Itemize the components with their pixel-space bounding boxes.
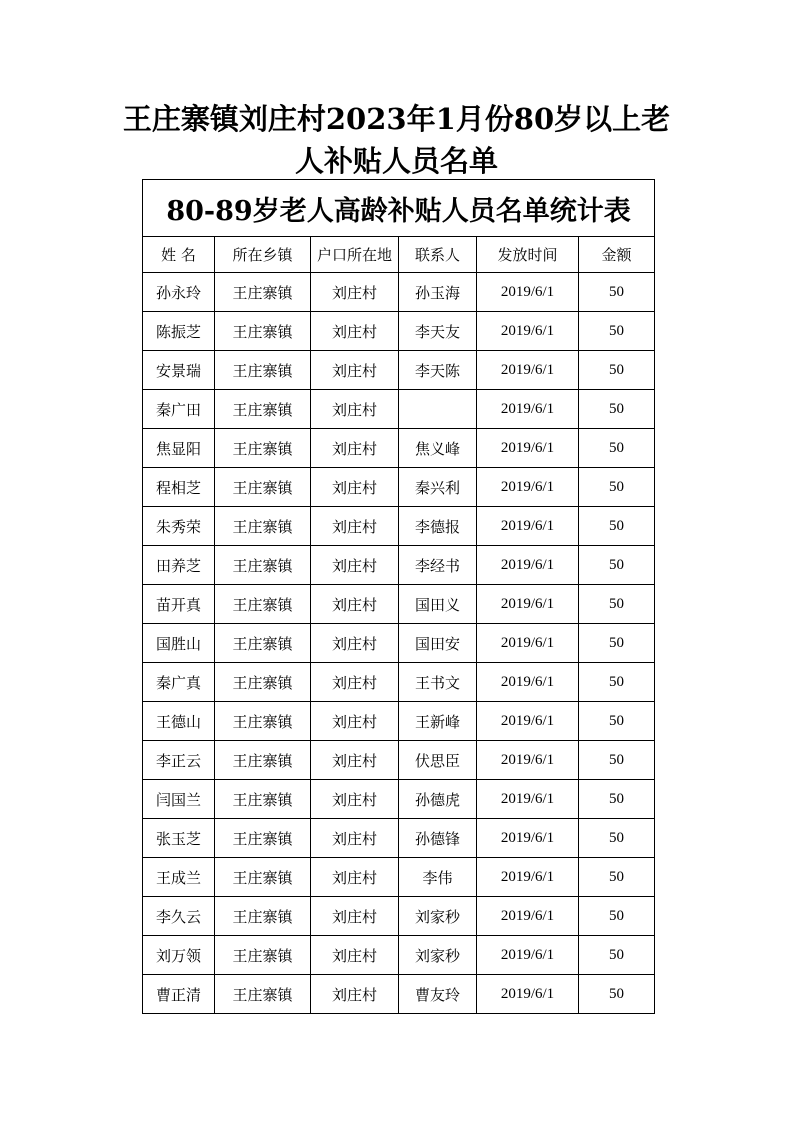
name-cell: 朱秀荣 [143, 507, 215, 546]
amount-cell: 50 [579, 507, 655, 546]
township-cell: 王庄寨镇 [215, 741, 311, 780]
amount-cell: 50 [579, 936, 655, 975]
contact-cell [399, 390, 477, 429]
name-cell: 安景瑞 [143, 351, 215, 390]
amount-cell: 50 [579, 585, 655, 624]
name-cell: 国胜山 [143, 624, 215, 663]
table-caption: 80-89岁老人高龄补贴人员名单统计表 [143, 180, 655, 237]
column-header-amount: 金额 [579, 237, 655, 273]
township-cell: 王庄寨镇 [215, 585, 311, 624]
contact-cell: 刘家秒 [399, 936, 477, 975]
name-cell: 程相芝 [143, 468, 215, 507]
table-row [143, 624, 655, 663]
amount-cell: 50 [579, 273, 655, 312]
township-cell: 王庄寨镇 [215, 468, 311, 507]
household-location-cell: 刘庄村 [311, 663, 399, 702]
township-cell: 王庄寨镇 [215, 351, 311, 390]
contact-cell: 国田安 [399, 624, 477, 663]
name-cell: 刘万领 [143, 936, 215, 975]
household-location-cell: 刘庄村 [311, 897, 399, 936]
contact-cell: 国田义 [399, 585, 477, 624]
table-row [143, 312, 655, 351]
household-location-cell: 刘庄村 [311, 858, 399, 897]
contact-cell: 李天陈 [399, 351, 477, 390]
name-cell: 李久云 [143, 897, 215, 936]
township-cell: 王庄寨镇 [215, 390, 311, 429]
amount-cell: 50 [579, 819, 655, 858]
column-header-issue-date: 发放时间 [477, 237, 579, 273]
household-location-cell: 刘庄村 [311, 546, 399, 585]
issue-date-cell: 2019/6/1 [477, 312, 579, 351]
name-cell: 李正云 [143, 741, 215, 780]
issue-date-cell: 2019/6/1 [477, 624, 579, 663]
household-location-cell: 刘庄村 [311, 585, 399, 624]
issue-date-cell: 2019/6/1 [477, 702, 579, 741]
table-row [143, 585, 655, 624]
table-row [143, 429, 655, 468]
table-row [143, 273, 655, 312]
contact-cell: 王新峰 [399, 702, 477, 741]
issue-date-cell: 2019/6/1 [477, 936, 579, 975]
name-cell: 王德山 [143, 702, 215, 741]
issue-date-cell: 2019/6/1 [477, 663, 579, 702]
issue-date-cell: 2019/6/1 [477, 585, 579, 624]
name-cell: 闫国兰 [143, 780, 215, 819]
table-row [143, 897, 655, 936]
amount-cell: 50 [579, 780, 655, 819]
household-location-cell: 刘庄村 [311, 624, 399, 663]
table-row [143, 858, 655, 897]
name-cell: 苗开真 [143, 585, 215, 624]
issue-date-cell: 2019/6/1 [477, 780, 579, 819]
issue-date-cell: 2019/6/1 [477, 546, 579, 585]
table-header-row [143, 237, 655, 273]
table-row [143, 780, 655, 819]
township-cell: 王庄寨镇 [215, 312, 311, 351]
amount-cell: 50 [579, 390, 655, 429]
township-cell: 王庄寨镇 [215, 546, 311, 585]
issue-date-cell: 2019/6/1 [477, 897, 579, 936]
contact-cell: 李德报 [399, 507, 477, 546]
household-location-cell: 刘庄村 [311, 975, 399, 1014]
name-cell: 陈振芝 [143, 312, 215, 351]
table-row [143, 351, 655, 390]
issue-date-cell: 2019/6/1 [477, 351, 579, 390]
township-cell: 王庄寨镇 [215, 702, 311, 741]
amount-cell: 50 [579, 975, 655, 1014]
table-row [143, 546, 655, 585]
township-cell: 王庄寨镇 [215, 936, 311, 975]
issue-date-cell: 2019/6/1 [477, 975, 579, 1014]
table-row [143, 936, 655, 975]
township-cell: 王庄寨镇 [215, 273, 311, 312]
township-cell: 王庄寨镇 [215, 663, 311, 702]
township-cell: 王庄寨镇 [215, 819, 311, 858]
household-location-cell: 刘庄村 [311, 507, 399, 546]
name-cell: 张玉芝 [143, 819, 215, 858]
household-location-cell: 刘庄村 [311, 390, 399, 429]
table-row [143, 468, 655, 507]
township-cell: 王庄寨镇 [215, 975, 311, 1014]
contact-cell: 李经书 [399, 546, 477, 585]
table-row [143, 702, 655, 741]
amount-cell: 50 [579, 897, 655, 936]
household-location-cell: 刘庄村 [311, 819, 399, 858]
name-cell: 王成兰 [143, 858, 215, 897]
household-location-cell: 刘庄村 [311, 273, 399, 312]
township-cell: 王庄寨镇 [215, 624, 311, 663]
household-location-cell: 刘庄村 [311, 780, 399, 819]
name-cell: 曹正清 [143, 975, 215, 1014]
contact-cell: 孙德虎 [399, 780, 477, 819]
issue-date-cell: 2019/6/1 [477, 507, 579, 546]
name-cell: 田养芝 [143, 546, 215, 585]
amount-cell: 50 [579, 312, 655, 351]
table-row [143, 741, 655, 780]
household-location-cell: 刘庄村 [311, 468, 399, 507]
township-cell: 王庄寨镇 [215, 429, 311, 468]
contact-cell: 王书文 [399, 663, 477, 702]
column-header-contact: 联系人 [399, 237, 477, 273]
name-cell: 孙永玲 [143, 273, 215, 312]
township-cell: 王庄寨镇 [215, 897, 311, 936]
issue-date-cell: 2019/6/1 [477, 390, 579, 429]
township-cell: 王庄寨镇 [215, 507, 311, 546]
township-cell: 王庄寨镇 [215, 780, 311, 819]
contact-cell: 秦兴利 [399, 468, 477, 507]
document-title [0, 98, 793, 182]
household-location-cell: 刘庄村 [311, 741, 399, 780]
amount-cell: 50 [579, 351, 655, 390]
issue-date-cell: 2019/6/1 [477, 858, 579, 897]
amount-cell: 50 [579, 429, 655, 468]
contact-cell: 焦义峰 [399, 429, 477, 468]
issue-date-cell: 2019/6/1 [477, 429, 579, 468]
household-location-cell: 刘庄村 [311, 429, 399, 468]
table-row [143, 975, 655, 1014]
table-row [143, 819, 655, 858]
amount-cell: 50 [579, 663, 655, 702]
amount-cell: 50 [579, 858, 655, 897]
table-row [143, 663, 655, 702]
household-location-cell: 刘庄村 [311, 936, 399, 975]
document-title-line-1: 王庄寨镇刘庄村2023年1月份80岁以上老 [122, 102, 671, 136]
household-location-cell: 刘庄村 [311, 312, 399, 351]
township-cell: 王庄寨镇 [215, 858, 311, 897]
amount-cell: 50 [579, 546, 655, 585]
contact-cell: 曹友玲 [399, 975, 477, 1014]
contact-cell: 伏思臣 [399, 741, 477, 780]
name-cell: 秦广田 [143, 390, 215, 429]
issue-date-cell: 2019/6/1 [477, 468, 579, 507]
table-row [143, 507, 655, 546]
household-location-cell: 刘庄村 [311, 351, 399, 390]
table-row [143, 390, 655, 429]
household-location-cell: 刘庄村 [311, 702, 399, 741]
amount-cell: 50 [579, 624, 655, 663]
amount-cell: 50 [579, 702, 655, 741]
issue-date-cell: 2019/6/1 [477, 273, 579, 312]
document-title-line-2: 人补贴人员名单 [294, 144, 498, 178]
amount-cell: 50 [579, 468, 655, 507]
contact-cell: 孙德锋 [399, 819, 477, 858]
table-body [143, 273, 655, 1014]
amount-cell: 50 [579, 741, 655, 780]
issue-date-cell: 2019/6/1 [477, 741, 579, 780]
contact-cell: 刘家秒 [399, 897, 477, 936]
name-cell: 秦广真 [143, 663, 215, 702]
column-header-township: 所在乡镇 [215, 237, 311, 273]
name-cell: 焦显阳 [143, 429, 215, 468]
column-header-name: 姓 名 [143, 237, 215, 273]
contact-cell: 李天友 [399, 312, 477, 351]
issue-date-cell: 2019/6/1 [477, 819, 579, 858]
subsidy-roster-table [142, 179, 655, 1014]
contact-cell: 孙玉海 [399, 273, 477, 312]
column-header-household-location: 户口所在地 [311, 237, 399, 273]
contact-cell: 李伟 [399, 858, 477, 897]
